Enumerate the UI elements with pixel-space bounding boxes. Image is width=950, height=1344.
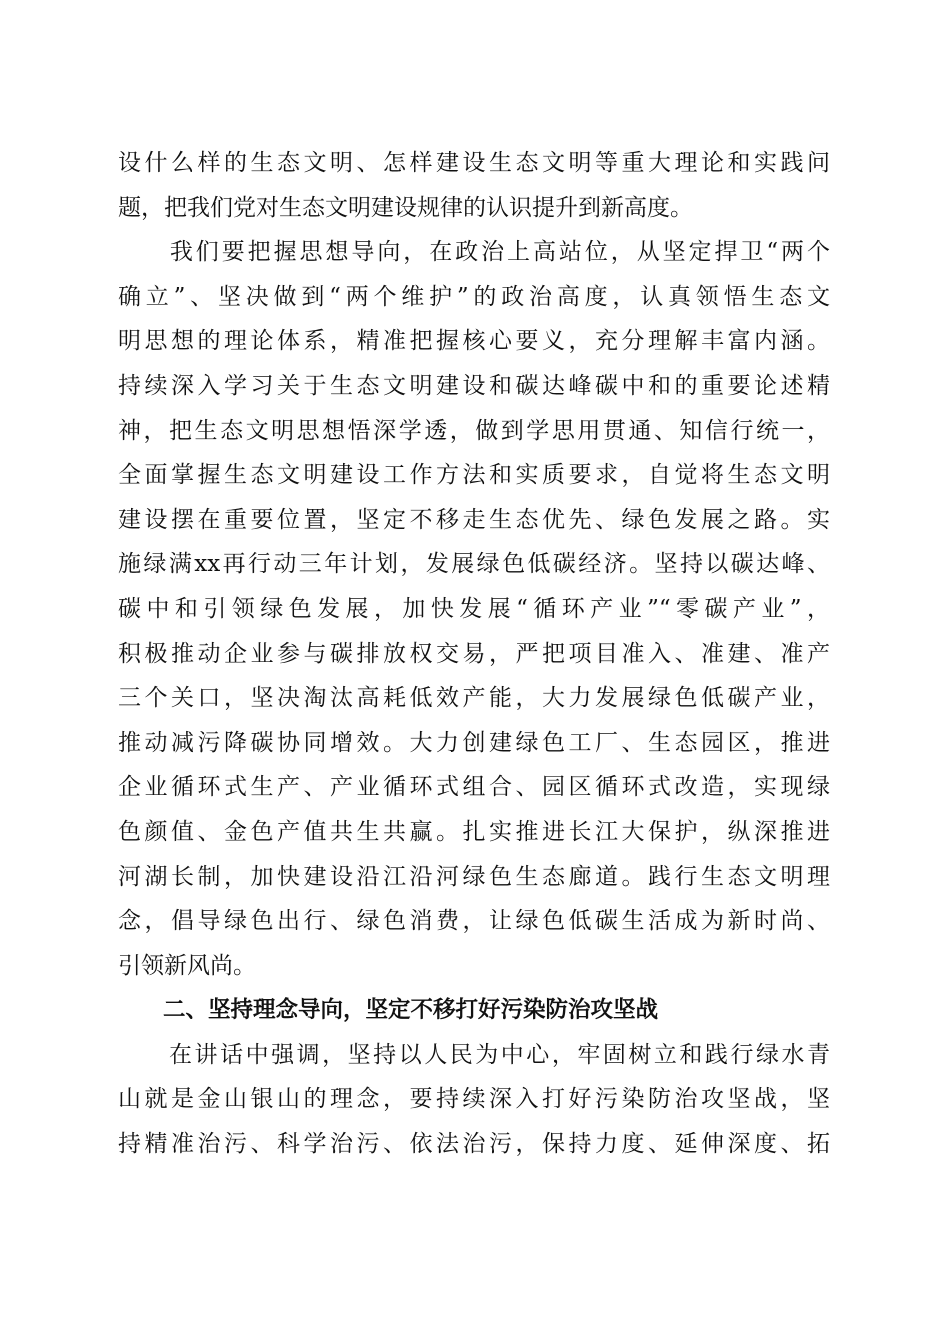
text-line: 引领新风尚。 (118, 952, 256, 979)
text-line: 题，把我们党对生态文明建设规律的认识提升到新高度。 (118, 194, 693, 221)
text-line: 企业循环式生产、产业循环式组合、园区循环式改造，实现绿 (118, 774, 830, 801)
text-line: 我们要把握思想导向，在政治上高站位，从坚定捍卫“两个 (118, 239, 830, 266)
text-line: 积极推动企业参与碳排放权交易，严把项目准入、准建、准产 (118, 640, 830, 667)
text-line: 设什么样的生态文明、怎样建设生态文明等重大理论和实践问 (118, 150, 830, 176)
text-line: 在讲话中强调，坚持以人民为中心，牢固树立和践行绿水青 (118, 1041, 830, 1068)
text-line: 三个关口，坚决淘汰高耗低效产能，大力发展绿色低碳产业， (118, 685, 830, 712)
text-line: 确立”、坚决做到“两个维护”的政治高度，认真领悟生态文 (118, 283, 830, 310)
text-line: 全面掌握生态文明建设工作方法和实质要求，自觉将生态文明 (118, 462, 830, 489)
document-body (118, 141, 830, 1167)
text-line: 神，把生态文明思想悟深学透，做到学思用贯通、知信行统一， (118, 417, 830, 444)
text-line: 山就是金山银山的理念，要持续深入打好污染防治攻坚战，坚 (118, 1086, 830, 1113)
text-line: 明思想的理论体系，精准把握核心要义，充分理解丰富内涵。 (118, 328, 830, 355)
text-line: 念，倡导绿色出行、绿色消费，让绿色低碳生活成为新时尚、 (118, 908, 830, 935)
text-line: 持续深入学习关于生态文明建设和碳达峰碳中和的重要论述精 (118, 372, 830, 399)
text-line: 河湖长制，加快建设沿江沿河绿色生态廊道。践行生态文明理 (118, 863, 830, 890)
text-line: 碳中和引领绿色发展，加快发展“循环产业”“零碳产业”， (118, 595, 830, 622)
text-line: 建设摆在重要位置，坚定不移走生态优先、绿色发展之路。实 (118, 506, 830, 533)
text-line: 色颜值、金色产值共生共赢。扎实推进长江大保护，纵深推进 (118, 818, 830, 845)
text-line: 持精准治污、科学治污、依法治污，保持力度、延伸深度、拓 (118, 1131, 830, 1158)
text-line: 推动减污降碳协同增效。大力创建绿色工厂、生态园区，推进 (118, 729, 830, 756)
section-heading: 二、坚持理念导向，坚定不移打好污染防治攻坚战 (118, 997, 659, 1024)
text-line: 施绿满xx再行动三年计划，发展绿色低碳经济。坚持以碳达峰、 (118, 551, 830, 578)
